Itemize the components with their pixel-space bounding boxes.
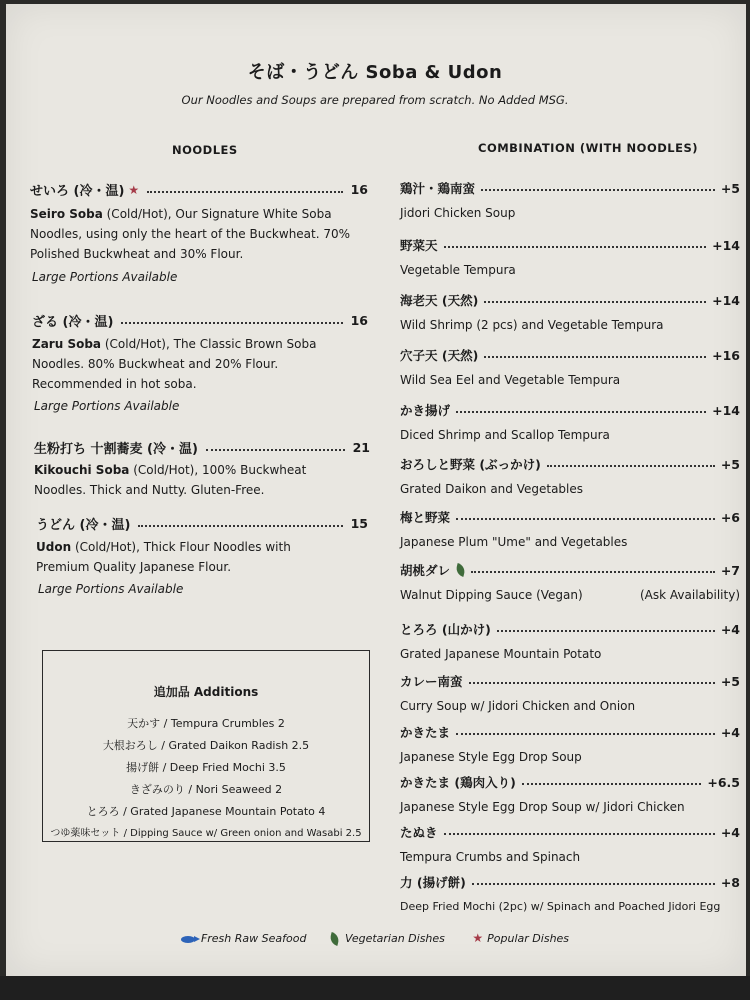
addition-item: 天かす / Tempura Crumbles 2 [127,717,285,730]
leader-dots [484,301,706,303]
leader-dots [469,682,715,684]
combo-en-name: Vegetable Tempura [400,263,516,277]
noodle-item-description [30,204,356,264]
addition-item: きざみのり / Nori Seaweed 2 [129,783,283,796]
combination-heading: COMBINATION (WITH NOODLES) [478,141,698,155]
noodle-item-price: 15 [350,516,368,531]
legend-popular [468,932,569,945]
noodle-item-price: 16 [350,313,368,328]
noodle-item-title [30,180,368,199]
combo-price: +16 [712,347,740,363]
noodle-item-desc-text: (Cold/Hot), Our Signature White Soba Noodles, using only the heart of the Buckwheat. 70% Polished Buckwheat and 30% Flour. [30,207,351,261]
combo-jp-name: たぬき [400,825,438,840]
combination-item [400,291,740,332]
combination-item [400,179,740,220]
noodle-item-title [34,438,370,457]
table-edge [0,976,750,1000]
noodle-item-en-name: Kikouchi Soba [34,463,130,477]
noodle-item-description [36,537,346,577]
combo-price: +5 [720,673,740,689]
combo-price: +5 [720,456,740,472]
combo-jp-name: 胡桃ダレ [400,563,451,578]
combo-price: +7 [720,562,740,578]
combo-en-name: Wild Sea Eel and Vegetable Tempura [400,373,621,387]
combo-price: +14 [712,402,740,418]
combo-price: +14 [712,237,740,253]
legend-vegetarian-label: Vegetarian Dishes [344,932,445,945]
addition-item: とろろ / Grated Japanese Mountain Potato 4 [86,805,326,818]
noodle-item-desc-text: (Cold/Hot), 100% Buckwheat Noodles. Thick and Nutty. Gluten-Free. [34,463,307,497]
noodle-item-en-name: Seiro Soba [30,207,103,221]
leader-dots [497,630,715,632]
noodle-item-description [34,460,360,500]
combo-en-name: Deep Fried Mochi (2pc) w/ Spinach and Poached Jidori Egg [400,900,721,913]
noodle-item-desc-text: (Cold/Hot), The Classic Brown Soba Noodles. 80% Buckwheat and 20% Flour. Recommended in hot soba. [32,337,317,391]
leader-dots [456,411,706,413]
addition-item: 大根おろし / Grated Daikon Radish 2.5 [102,739,310,752]
combo-jp-name: かきたま (鶏肉入り) [400,775,516,790]
combination-item [400,723,740,764]
legend-seafood [181,932,307,945]
noodle-item-jp-name: 生粉打ち 十割蕎麦 (冷・温) [34,442,198,457]
noodle-item-en-name: Udon [36,540,72,554]
combo-jp-name: 梅と野菜 [400,510,451,525]
vegetarian-leaf-icon [455,563,467,577]
combination-item [400,401,740,442]
combo-price: +6 [720,509,740,525]
combo-en-name: Japanese Style Egg Drop Soup w/ Jidori Chicken [400,800,685,814]
star-icon: ★ [472,931,484,945]
noodle-item-jp-name: せいろ (冷・温) [30,184,125,199]
combo-jp-name: とろろ (山かけ) [400,622,491,637]
combo-en-name: Diced Shrimp and Scallop Tempura [400,428,610,442]
combination-item [400,561,740,602]
combination-item [400,873,740,913]
combo-en-name: Japanese Style Egg Drop Soup [400,750,582,764]
combo-price: +4 [720,824,740,840]
combination-item [400,455,740,496]
leader-dots [472,883,715,885]
menu-subtitle: Our Noodles and Soups are prepared from scratch. No Added MSG. [181,93,569,107]
combination-item [400,773,740,814]
combo-price: +4 [720,724,740,740]
combo-availability-note: (Ask Availability) [640,588,740,602]
combo-price: +14 [712,292,740,308]
legend-vegetarian [330,932,445,945]
leader-dots [206,449,345,451]
leader-dots [121,322,342,324]
combo-en-name: Walnut Dipping Sauce (Vegan) [400,588,583,602]
noodle-item-note: Large Portions Available [34,399,180,413]
legend-popular-label: Popular Dishes [487,932,570,945]
combo-jp-name: カレー南蛮 [400,674,463,689]
combo-en-name: Jidori Chicken Soup [400,206,516,220]
combo-jp-name: かき揚げ [400,403,451,418]
noodle-item-jp-name: ざる (冷・温) [32,315,114,330]
noodle-item-title [36,514,368,533]
addition-item: つゆ薬味セット / Dipping Sauce w/ Green onion and Wasabi 2.5 [50,828,362,839]
fish-icon [181,936,195,943]
legend [0,931,750,945]
noodle-item-title [32,311,368,330]
additions-box [42,650,370,842]
combo-en-name: Grated Japanese Mountain Potato [400,647,602,661]
combo-jp-name: 鶏汁・鶏南蛮 [400,181,476,196]
combination-item [400,236,740,277]
addition-item: 揚げ餅 / Deep Fried Mochi 3.5 [126,761,286,774]
noodle-item-note: Large Portions Available [38,582,184,596]
leader-dots [147,191,342,193]
combo-jp-name: かきたま [400,725,451,740]
combination-item [400,508,740,549]
combination-item [400,346,740,387]
combination-item [400,823,740,864]
combo-price: +4 [720,621,740,637]
combination-item [400,672,740,713]
combo-en-name: Grated Daikon and Vegetables [400,482,584,496]
noodle-item-description [32,334,350,394]
leaf-icon [329,932,341,946]
noodle-item-price: 21 [352,440,370,455]
noodle-item-jp-name: うどん (冷・温) [36,518,131,533]
combo-en-name: Wild Shrimp (2 pcs) and Vegetable Tempura [400,318,664,332]
menu-title: そば・うどん Soba & Udon [247,62,503,83]
combo-en-name: Curry Soup w/ Jidori Chicken and Onion [400,699,636,713]
noodle-item-en-name: Zaru Soba [32,337,102,351]
legend-seafood-label: Fresh Raw Seafood [200,932,307,945]
combo-jp-name: おろしと野菜 (ぶっかけ) [400,457,541,472]
leader-dots [456,518,715,520]
additions-title: 追加品 Additions [153,685,259,699]
leader-dots [471,571,715,573]
combo-price: +5 [720,180,740,196]
combo-jp-name: 穴子天 (天然) [400,348,479,363]
noodle-item-price: 16 [350,182,368,197]
leader-dots [444,833,715,835]
noodle-item-note: Large Portions Available [32,270,178,284]
leader-dots [522,783,702,785]
leader-dots [456,733,715,735]
combo-en-name: Japanese Plum "Ume" and Vegetables [400,535,628,549]
combo-jp-name: 力 (揚げ餅) [400,875,466,890]
popular-star-icon: ★ [128,182,140,197]
noodles-heading: NOODLES [172,143,238,157]
leader-dots [484,356,706,358]
leader-dots [444,246,707,248]
combo-price: +6.5 [707,774,740,790]
noodle-item-desc-text: (Cold/Hot), Thick Flour Noodles with Premium Quality Japanese Flour. [36,540,291,574]
combo-en-name: Tempura Crumbs and Spinach [400,850,581,864]
leader-dots [481,189,715,191]
combo-jp-name: 野菜天 [400,238,438,253]
combo-price: +8 [720,874,740,890]
combination-item [400,620,740,661]
leader-dots [138,525,342,527]
combo-jp-name: 海老天 (天然) [400,293,479,308]
leader-dots [547,465,715,467]
